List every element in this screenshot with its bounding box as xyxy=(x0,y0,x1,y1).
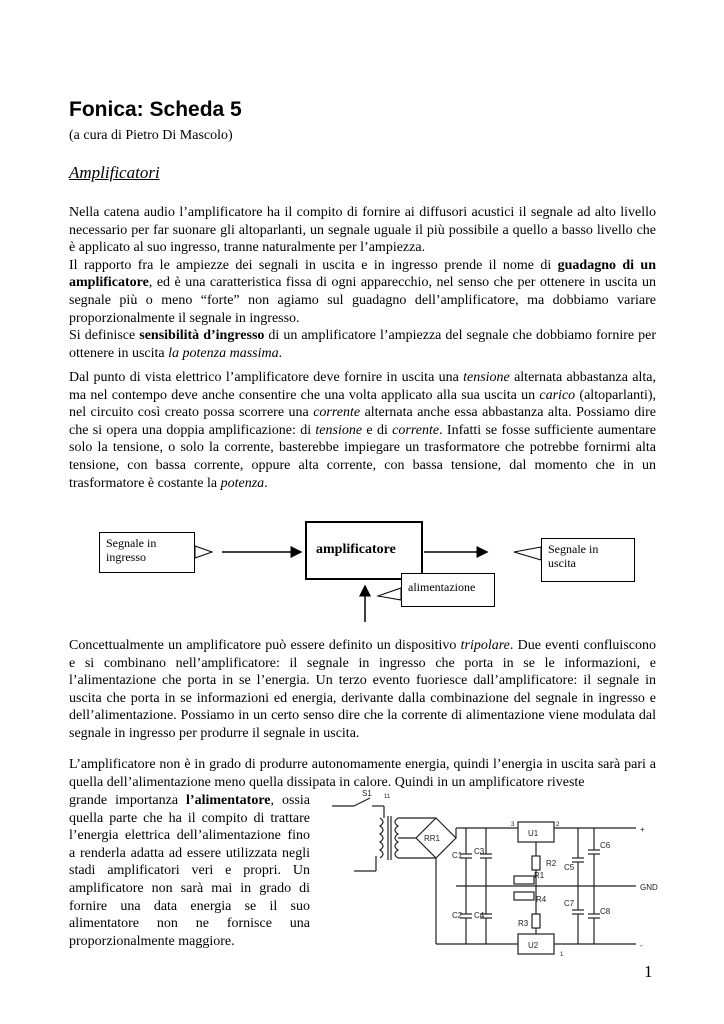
text: . Infatti se fosse sufficiente aumentare solo la tensione, o solo la corrente, basterebbe impiegare un trasformatore che potrebbe fornirmi alta tensione, con bassa corrente, oppure alta corrente, con bassa tensione, dal momento che in un trasformatore è costante la xyxy=(69,422,656,491)
label-u1: U1 xyxy=(528,829,539,838)
power-supply-schematic xyxy=(318,786,658,958)
callout-text: uscita xyxy=(548,556,576,570)
text: . xyxy=(264,475,268,491)
resistor-r4 xyxy=(514,892,534,900)
callout-text: ingresso xyxy=(106,550,146,564)
label-s1: S1 xyxy=(362,789,372,798)
text: Il rapporto fra le ampiezze dei segnali in uscita e in ingresso prende il nome di xyxy=(69,257,558,273)
resistor-r2 xyxy=(532,856,540,870)
label-pin: 3 xyxy=(511,822,515,828)
bold-term: sensibilità d’ingresso xyxy=(139,328,265,344)
italic-term: carico xyxy=(539,387,576,403)
text: , ossia quella parte che ha il compito di trattare l’energia elettrica dell’alimentazione fino a renderla adatta ad essere utilizzata negli stadi amplificatori veri e propri. Un amplificatore non sarà mai in grado di fornire una data energia se il suo alimentatore non ne fornisce una proporzionalmente maggiore. xyxy=(69,793,311,949)
paragraph-electrical xyxy=(69,369,656,492)
text: alternata abbastanza alta, ma nel contempo deve anche consentire che una volta applicato alla sua uscita un xyxy=(69,370,656,403)
bold-term: l’alimentatore xyxy=(186,793,271,808)
text: Nella catena audio l’amplificatore ha il compito di fornire ai diffusori acustici il segnale ad alto livello necessario per far suonare gli altoparlanti, un segnale uguale il più possibile a quello a basso livello che è applicato al suo ingresso, tranne naturalmente per l’ampiezza. xyxy=(69,205,656,256)
label-r4: R4 xyxy=(536,895,547,904)
text: , ed è una caratteristica fissa di ogni apparecchio, nel senso che per ottenere in uscita un segnale più o meno “forte” non agiamo sul guadagno dell’amplificatore, ma dobbiamo variare proporzionalmente il segnale in ingresso. xyxy=(69,275,656,326)
amplifier-label: amplificatore xyxy=(316,542,396,557)
label-c2: C2 xyxy=(452,911,463,920)
label-r1: R1 xyxy=(534,871,545,880)
text: Dal punto di vista elettrico l’amplificatore deve fornire in uscita una xyxy=(69,370,464,385)
output-callout-pointer xyxy=(514,547,541,560)
text: alternata anche essa abbastanza alta. Possiamo dire che si opera una doppia amplificazione: di xyxy=(69,405,656,438)
input-callout-pointer xyxy=(195,546,212,558)
label-c3: C3 xyxy=(474,847,485,856)
italic-term: tensione xyxy=(315,422,363,438)
callout-text: Segnale in xyxy=(548,542,599,556)
label-minus: - xyxy=(640,941,643,950)
resistor-r3 xyxy=(532,914,540,928)
page-number: 1 xyxy=(644,962,653,981)
label-c4: C4 xyxy=(474,911,485,920)
power-supply-callout xyxy=(401,573,495,607)
paragraph-power-supply xyxy=(69,792,310,950)
italic-term: corrente xyxy=(392,422,440,438)
label-r2: R2 xyxy=(546,859,557,868)
label-u2: U2 xyxy=(528,941,539,950)
text: grande importanza xyxy=(69,793,187,808)
callout-text: Segnale in xyxy=(106,536,157,550)
text: di un amplificatore l’ampiezza del segnale che dobbiamo fornire per ottenere in uscita xyxy=(69,328,656,361)
label-c5: C5 xyxy=(564,863,575,872)
text: e di xyxy=(362,422,393,438)
power-callout-pointer xyxy=(378,588,401,600)
paragraph-intro xyxy=(69,204,656,362)
label-rr1: RR1 xyxy=(424,834,441,843)
text: Si definisce xyxy=(69,328,140,344)
label-plus: + xyxy=(640,825,645,834)
transformer-secondary xyxy=(395,818,398,858)
text: Concettualmente un amplificatore può essere definito un dispositivo xyxy=(69,638,461,653)
label-c1: C1 xyxy=(452,851,463,860)
italic-term: tripolare xyxy=(460,638,510,653)
bold-term: guadagno di un amplificatore xyxy=(69,257,657,291)
label-r3: R3 xyxy=(518,919,529,928)
text: L’amplificatore non è in grado di produrre autonomamente energia, quindi l’energia in uscita sarà pari a quella dell’alimentazione meno quella dissipata in calore. Quindi in un amplificatore riveste xyxy=(69,757,656,790)
resistor-r1 xyxy=(514,876,534,884)
label-gnd: GND xyxy=(640,883,658,892)
label-c6: C6 xyxy=(600,841,611,850)
page-title: Fonica: Scheda 5 xyxy=(69,98,242,121)
author-byline: (a cura di Pietro Di Mascolo) xyxy=(69,128,233,143)
label-c7: C7 xyxy=(564,899,575,908)
paragraph-tripolar xyxy=(69,637,656,743)
input-signal-callout xyxy=(99,532,195,573)
output-signal-callout xyxy=(541,538,635,582)
switch-s1 xyxy=(354,798,370,806)
label-pin: 1 xyxy=(560,952,564,958)
text: . Due eventi confluiscono e si combinano nell’amplificatore: il segnale in ingresso che porta in se le informazioni, e l’alimentazione che porta in se l’energia. Un terzo evento fuoriesce dall’amplificatore: il segnale in uscita che porta in se informazioni ed energia, derivante dalla combinazione del segnale in ingresso e dell’alimentazione. Possiamo in un certo senso dire che la corrente di alimentazione viene modulata dal segnale in ingresso per produrre il segnale in uscita. xyxy=(69,638,656,741)
italic-term: corrente xyxy=(313,405,361,421)
label-pin: 2 xyxy=(556,822,560,828)
transformer-primary xyxy=(380,818,383,858)
italic-term: la potenza massima xyxy=(168,345,279,361)
label-c8: C8 xyxy=(600,907,611,916)
text: (altoparlanti), nel circuito così creato possa scorrere una xyxy=(69,387,657,421)
italic-term: potenza xyxy=(220,475,265,491)
text: . xyxy=(278,345,283,361)
italic-term: tensione xyxy=(463,370,510,385)
amplifier-block-diagram xyxy=(0,510,724,630)
callout-text: alimentazione xyxy=(408,580,476,594)
section-heading: Amplificatori xyxy=(69,163,160,182)
label-pin: 11 xyxy=(384,794,391,800)
